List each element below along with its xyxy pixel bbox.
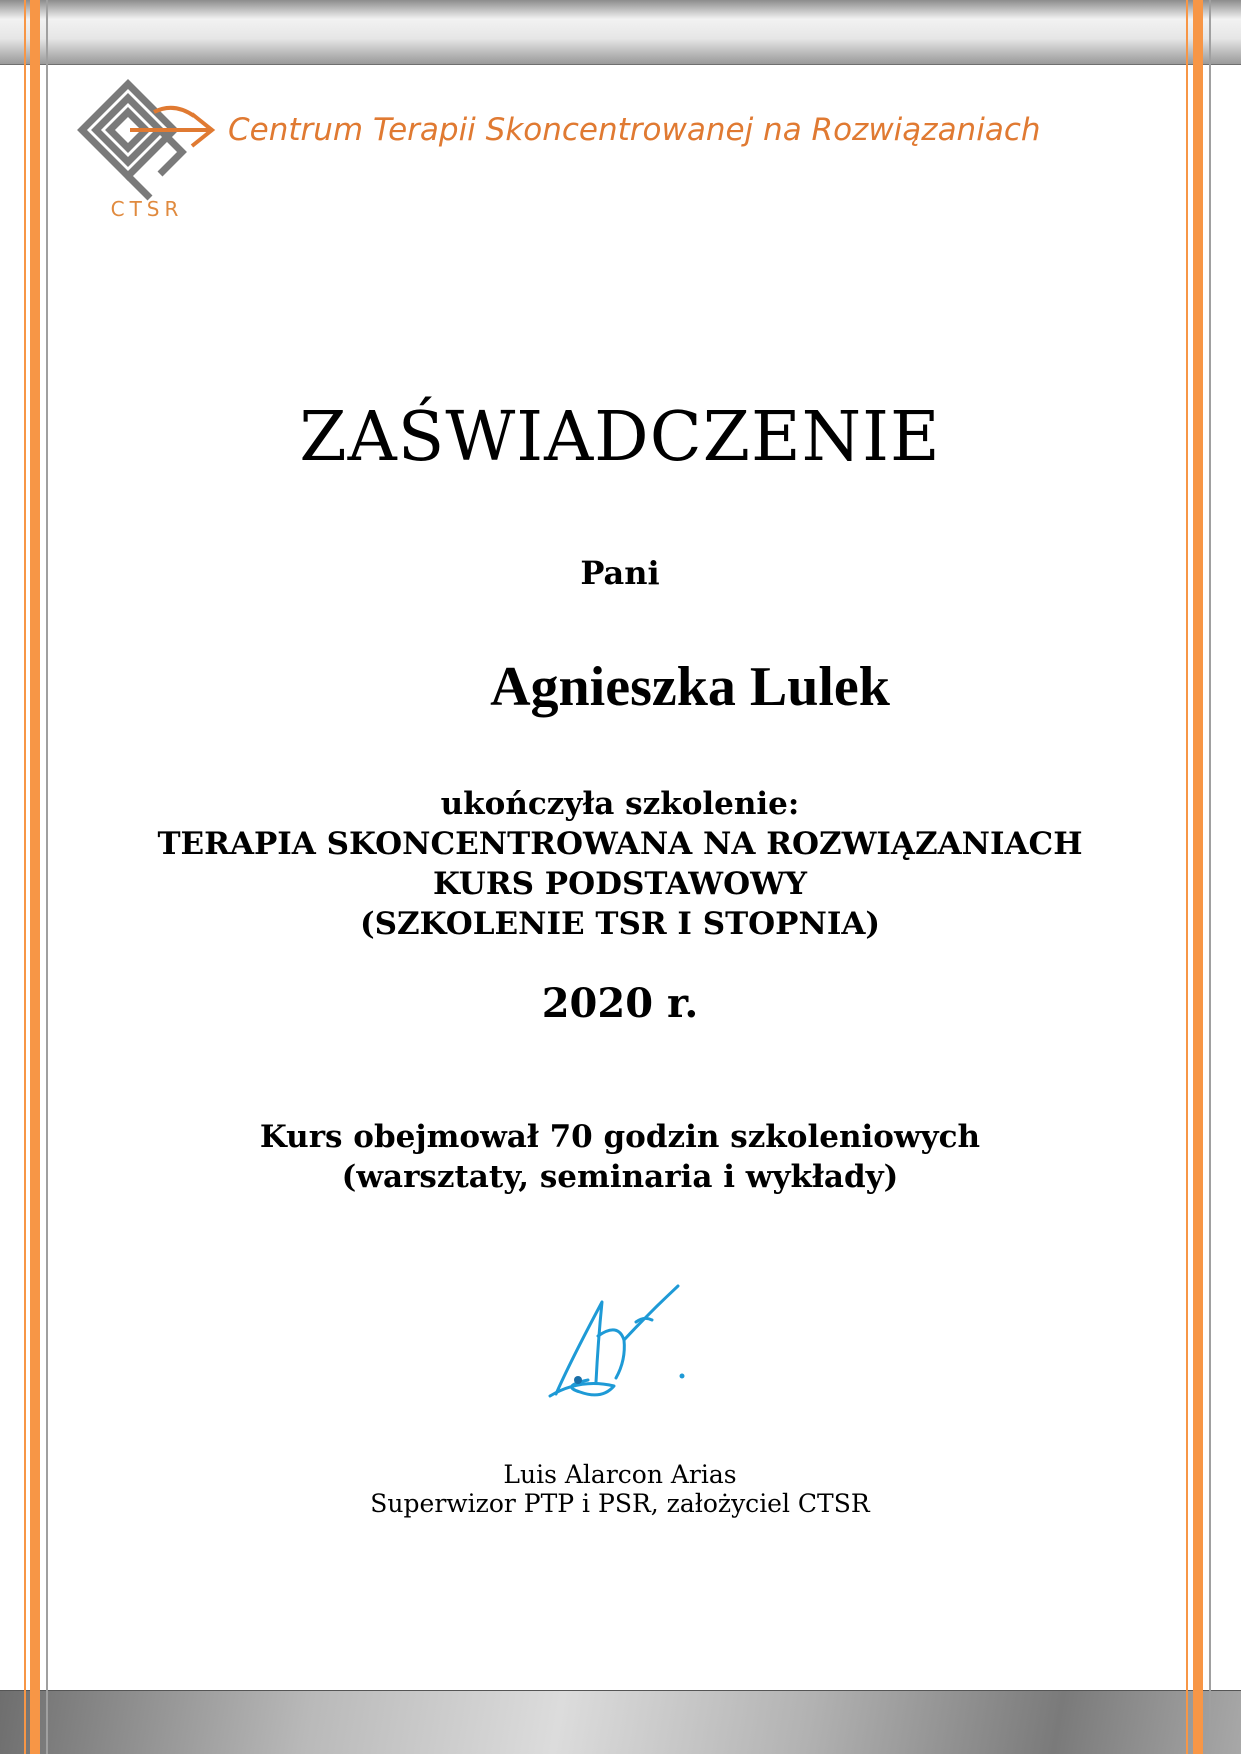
ctsr-logo [70, 72, 1190, 232]
right-frame-line [1186, 0, 1188, 1754]
course-level: KURS PODSTAWOWY [432, 866, 808, 902]
logo-abbreviation: CTSR [110, 197, 184, 221]
course-hours [60, 1117, 1180, 1197]
hours-line-2: (warsztaty, seminaria i wykłady) [341, 1159, 899, 1195]
course-degree: (SZKOLENIE TSR I STOPNIA) [359, 906, 881, 942]
course-description [60, 784, 1180, 944]
left-frame-line [24, 0, 26, 1754]
right-frame-inner-line [1209, 0, 1211, 1754]
organization-name: Centrum Terapii Skoncentrowanej na Rozwiązaniach [228, 112, 1041, 148]
signer-role: Superwizor PTP i PSR, założyciel CTSR [370, 1489, 870, 1518]
course-name: TERAPIA SKONCENTROWANA NA ROZWIĄZANIACH [157, 826, 1083, 862]
left-frame-stripe [30, 0, 40, 1754]
signer-info [60, 1460, 1180, 1518]
right-frame-stripe [1193, 0, 1203, 1754]
recipient-name: Agnieszka Lulek [490, 656, 890, 718]
left-frame-inner-line [46, 0, 48, 1754]
signer-name: Luis Alarcon Arias [503, 1460, 737, 1489]
top-decorative-bar [0, 0, 1241, 65]
certificate-title: ZAŚWIADCZENIE [299, 398, 941, 477]
course-year: 2020 r. [541, 980, 699, 1027]
handwritten-signature-icon [540, 1282, 720, 1402]
salutation: Pani [580, 554, 660, 592]
hours-line-1: Kurs obejmował 70 godzin szkoleniowych [259, 1119, 981, 1155]
completed-text: ukończyła szkolenie: [440, 786, 800, 822]
bottom-decorative-bar [0, 1690, 1241, 1754]
